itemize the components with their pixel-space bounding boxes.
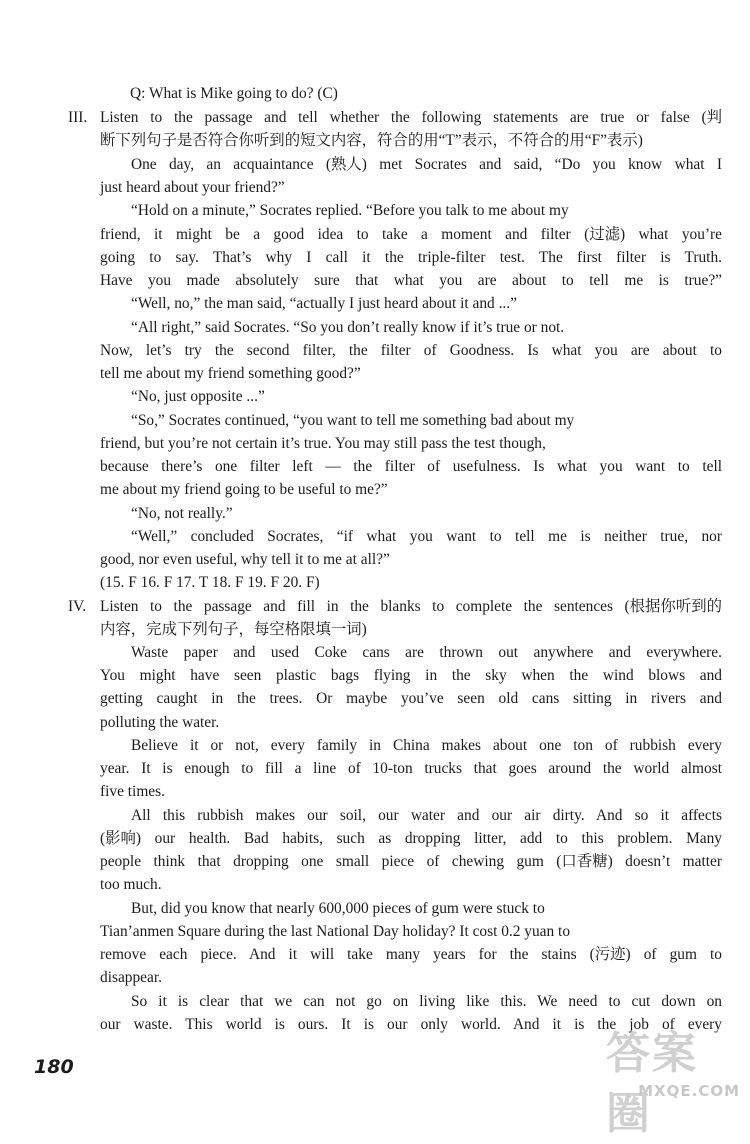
section-3-instruction-line: 断下列句子是否符合你听到的短文内容，符合的用“T”表示，不符合的用“F”表示) [100, 132, 643, 149]
passage-line: friend, it might be a good idea to take a moment and filter (过滤) what you’re [100, 226, 722, 243]
page-number: 180 [34, 1056, 74, 1078]
passage-line: too much. [100, 876, 162, 893]
passage-line: people think that dropping one small piece of chewing gum (口香糖) doesn’t matter [100, 853, 722, 870]
passage-line: getting caught in the trees. Or maybe you’ve seen old cans sitting in rivers and [100, 690, 722, 707]
section-4-instruction-line: Listen to the passage and fill in the blanks to complete the sentences (根据你听到的 [100, 598, 722, 615]
passage-line: But, did you know that nearly 600,000 pieces of gum were stuck to [131, 900, 545, 917]
passage-line: Tian’anmen Square during the last National Day holiday? It cost 0.2 yuan to [100, 923, 571, 940]
passage-line: Now, let’s try the second filter, the filter of Goodness. Is what you are about to [100, 342, 722, 359]
passage-line: just heard about your friend?” [100, 179, 285, 196]
passage-line: “No, not really.” [131, 505, 233, 522]
passage-line: because there’s one filter left — the filter of usefulness. Is what you want to tell [100, 458, 722, 475]
passage-line: (影响) our health. Bad habits, such as dropping litter, add to this problem. Many [100, 830, 722, 847]
passage-line: “Well, no,” the man said, “actually I just heard about it and ...” [131, 295, 517, 312]
passage-line: going to say. That’s why I call it the triple-filter test. The first filter is Truth. [100, 249, 722, 266]
passage-line: “All right,” said Socrates. “So you don’t really know if it’s true or not. [131, 319, 565, 336]
passage-line: good, nor even useful, why tell it to me at all?” [100, 551, 390, 568]
passage-line: All this rubbish makes our soil, our water and our air dirty. And so it affects [131, 807, 722, 824]
section-3-label: III. [68, 109, 88, 126]
watermark-logo: 答案圈 [606, 1028, 698, 1139]
passage-line: Believe it or not, every family in China makes about one ton of rubbish every [131, 737, 722, 754]
passage-line: remove each piece. And it will take many years for the stains (污迹) of gum to [100, 946, 722, 963]
answer-key: (15. F 16. F 17. T 18. F 19. F 20. F) [100, 574, 320, 591]
passage-line: You might have seen plastic bags flying in the sky when the wind blows and [100, 667, 722, 684]
passage-line: me about my friend going to be useful to me?” [100, 481, 388, 498]
passage-line: tell me about my friend something good?” [100, 365, 361, 382]
passage-line: year. It is enough to fill a line of 10-ton trucks that goes around the world almost [100, 760, 722, 777]
watermark [604, 1024, 744, 1139]
passage-line: friend, but you’re not certain it’s true. You may still pass the test though, [100, 435, 546, 452]
passage-line: our waste. This world is ours. It is our only world. And it is the job of every [100, 1016, 722, 1033]
passage-line: “Well,” concluded Socrates, “if what you want to tell me is neither true, nor [131, 528, 722, 545]
section-4-label: IV. [68, 598, 87, 615]
passage-line: Have you made absolutely sure that what you are about to tell me is true?” [100, 272, 722, 289]
passage-line: Waste paper and used Coke cans are thrown out anywhere and everywhere. [131, 644, 722, 661]
passage-line: disappear. [100, 969, 162, 986]
watermark-url: MXQE.COM [638, 1082, 740, 1100]
passage-line: polluting the water. [100, 714, 220, 731]
section-3-instruction-line: Listen to the passage and tell whether the following statements are true or false (判 [100, 109, 722, 126]
passage-line: One day, an acquaintance (熟人) met Socrates and said, “Do you know what I [131, 156, 722, 173]
passage-line: five times. [100, 783, 165, 800]
passage-line: “So,” Socrates continued, “you want to tell me something bad about my [131, 412, 575, 429]
section-4-instruction-line: 内容，完成下列句子，每空格限填一词) [100, 621, 367, 638]
passage-line: “Hold on a minute,” Socrates replied. “Before you talk to me about my [131, 202, 569, 219]
passage-line: “No, just opposite ...” [131, 388, 265, 405]
question-line: Q: What is Mike going to do? (C) [130, 85, 338, 102]
passage-line: So it is clear that we can not go on living like this. We need to cut down on [131, 993, 722, 1010]
